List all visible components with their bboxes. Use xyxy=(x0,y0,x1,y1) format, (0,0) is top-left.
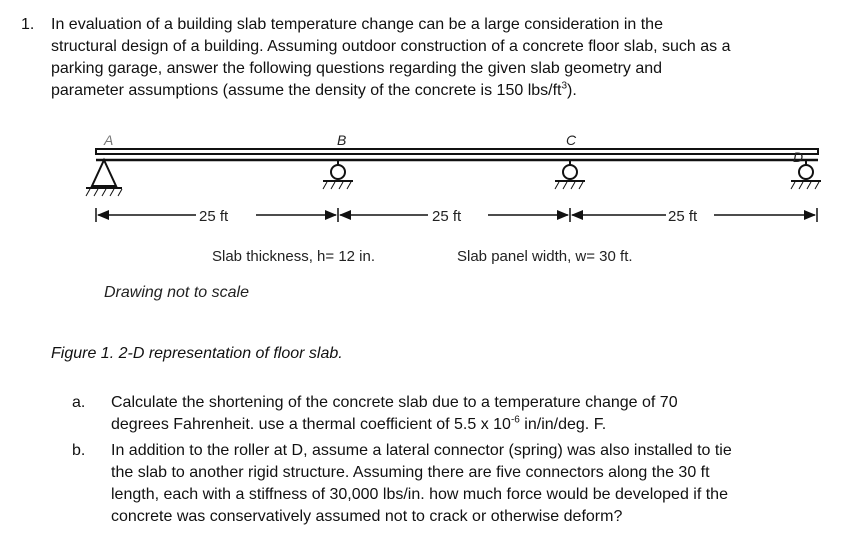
span-cd-label: 25 ft xyxy=(668,208,698,225)
part-a-line: degrees Fahrenheit. use a thermal coefficient of 5.5 x $10^{-6}$ in/in/deg. F. xyxy=(111,414,607,433)
support-label-c: C xyxy=(566,132,577,148)
part-a-label: a. xyxy=(72,394,86,411)
support-label-d: D xyxy=(793,149,804,165)
part-b-text xyxy=(111,440,831,528)
pin-support-a-icon xyxy=(86,160,122,196)
question-line: parameter assumptions (assume the density of the concrete is 150 lbs/$ft^3$). xyxy=(51,80,577,99)
roller-support-c-icon xyxy=(555,160,585,189)
question-line: parking garage, answer the following questions regarding the given slab geometry and xyxy=(51,60,663,77)
span-bc-label: 25 ft xyxy=(432,208,462,225)
part-a-line: Calculate the shortening of the concrete slab due to a temperature change of 70 xyxy=(111,394,678,411)
support-label-b: B xyxy=(337,132,347,148)
part-b-line: In addition to the roller at D, assume a lateral connector (spring) was also installed to tie xyxy=(111,442,732,459)
question-line: In evaluation of a building slab temperature change can be a large consideration in the xyxy=(51,16,663,33)
slab-beam xyxy=(96,149,818,160)
part-a-text xyxy=(111,392,831,436)
part-b-line: concrete was conservatively assumed not to crack or otherwise deform? xyxy=(111,508,623,525)
thickness-label: Slab thickness, h= 12 in. xyxy=(212,248,376,265)
question-line: structural design of a building. Assuming outdoor construction of a concrete floor slab, such as a xyxy=(51,38,731,55)
question-number: 1. xyxy=(21,16,35,33)
part-b-line: length, each with a stiffness of 30,000 lbs/in. how much force would be developed if the xyxy=(111,486,728,503)
part-b-label: b. xyxy=(72,442,86,459)
support-label-a: A xyxy=(104,132,114,148)
span-ab-label: 25 ft xyxy=(199,208,229,225)
coefficient-exponent: -6 xyxy=(510,414,520,426)
roller-support-b-icon xyxy=(323,160,353,189)
scale-note: Drawing not to scale xyxy=(104,284,249,301)
density-exponent: 3 xyxy=(561,80,568,92)
part-b-line: the slab to another rigid structure. Assuming there are five connectors along the 30 ft xyxy=(111,464,710,481)
figure-caption: Figure 1. 2-D representation of floor slab. xyxy=(51,345,343,362)
width-label: Slab panel width, w= 30 ft. xyxy=(457,248,633,265)
